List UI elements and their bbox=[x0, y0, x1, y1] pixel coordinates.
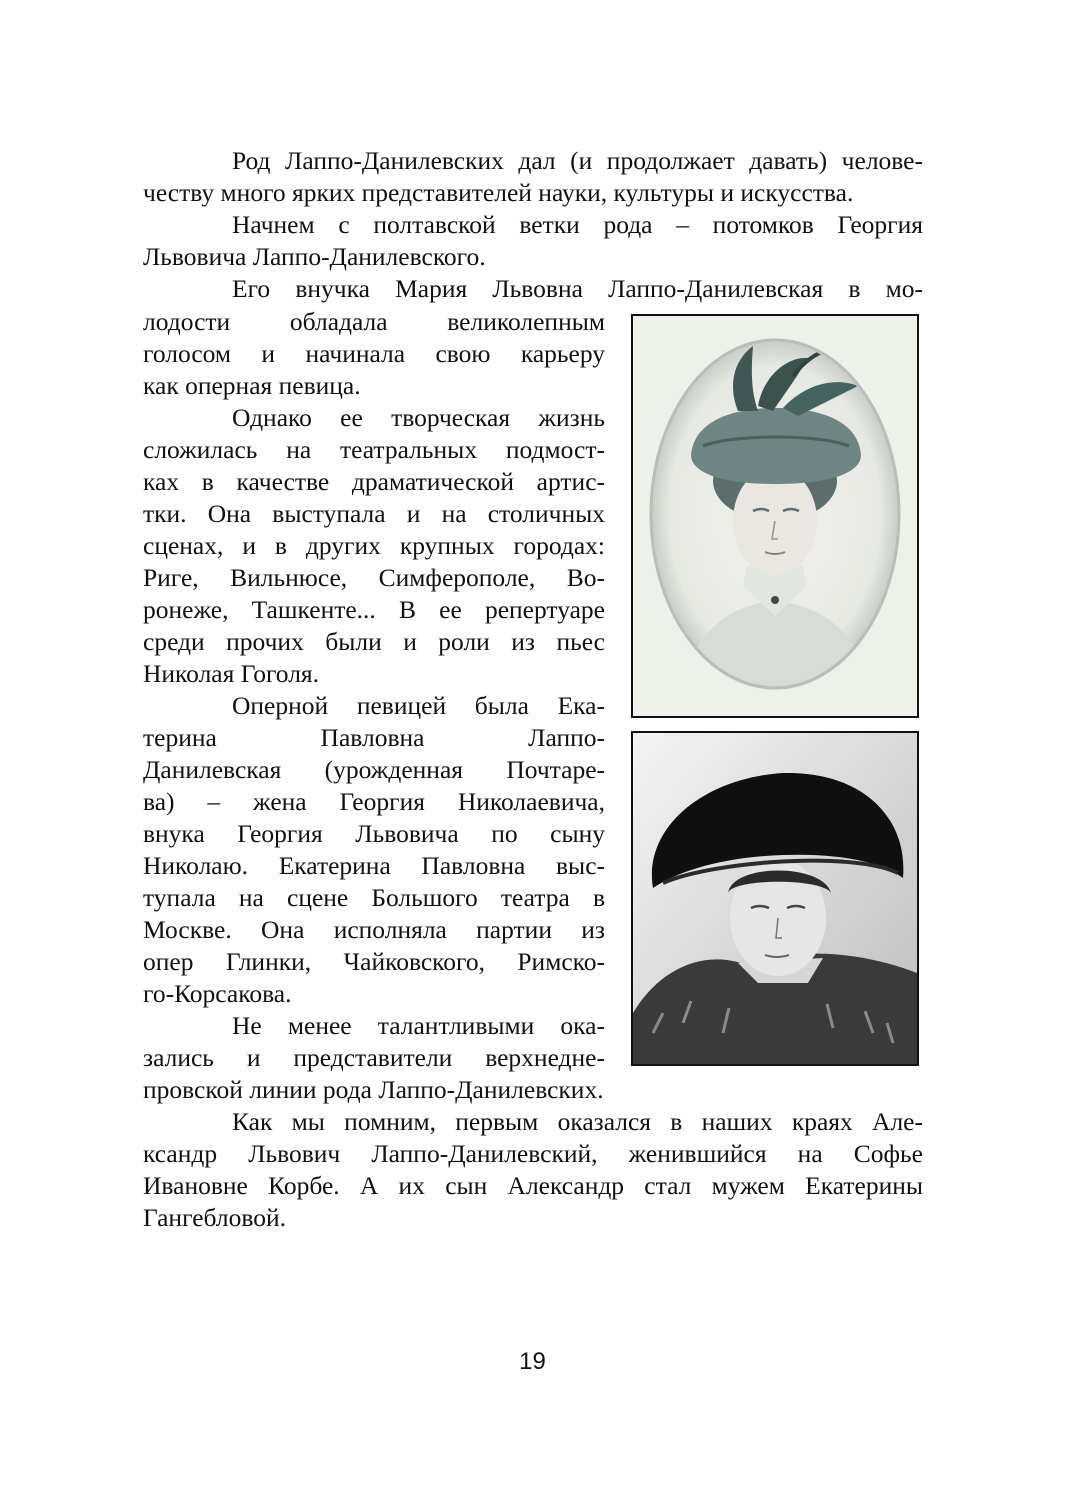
text-line: Николаю. Екатерина Павловна выс- bbox=[143, 851, 605, 880]
text-line: Род Лаппо-Данилевских дал (и продолжает давать) челове- bbox=[232, 146, 923, 175]
text-line: Однако ее творческая жизнь bbox=[232, 403, 605, 432]
text-line: Ивановне Корбе. А их сын Александр стал мужем Екатерины bbox=[143, 1171, 923, 1200]
portrait-photo-2 bbox=[631, 731, 919, 1066]
text-line: как оперная певица. bbox=[143, 371, 361, 400]
text-line: зались и представители верхнедне- bbox=[143, 1043, 605, 1072]
text-line: сложилась на театральных подмост- bbox=[143, 435, 605, 464]
text-line: честву много ярких представителей науки, культуры и искусства. bbox=[143, 178, 854, 207]
text-line: Гангебловой. bbox=[143, 1203, 286, 1232]
page-number: 19 bbox=[519, 1348, 546, 1375]
text-line: опер Глинки, Чайковского, Римско- bbox=[143, 947, 605, 976]
text-line: Данилевская (урожденная Почтаре- bbox=[143, 755, 605, 784]
text-line: ках в качестве драматической артис- bbox=[143, 467, 605, 496]
text-line: Его внучка Мария Львовна Лаппо-Данилевская в мо- bbox=[232, 274, 923, 303]
portrait-photo-1 bbox=[631, 314, 919, 718]
text-line: Начнем с полтавской ветки рода – потомков Георгия bbox=[232, 210, 923, 239]
text-line: сценах, и в других крупных городах: bbox=[143, 531, 605, 560]
text-line: Не менее талантливыми ока- bbox=[232, 1011, 605, 1040]
text-line: ксандр Львович Лаппо-Данилевский, женившийся на Софье bbox=[143, 1139, 923, 1168]
text-line: Николая Гоголя. bbox=[143, 659, 320, 688]
text-line: Как мы помним, первым оказался в наших краях Але- bbox=[232, 1107, 923, 1136]
text-line: ва) – жена Георгия Николаевича, bbox=[143, 787, 605, 816]
text-line: среди прочих были и роли из пьес bbox=[143, 627, 605, 656]
text-line: тки. Она выступала и на столичных bbox=[143, 499, 605, 528]
text-line: терина Павловна Лаппо- bbox=[143, 723, 605, 752]
text-line: Риге, Вильнюсе, Симферополе, Во- bbox=[143, 563, 605, 592]
text-line: голосом и начинала свою карьеру bbox=[143, 339, 605, 368]
text-line: Львовича Лаппо-Данилевского. bbox=[143, 242, 486, 271]
text-line: го-Корсакова. bbox=[143, 979, 292, 1008]
text-line: тупала на сцене Большого театра в bbox=[143, 883, 605, 912]
text-line: провской линии рода Лаппо-Данилевских. bbox=[143, 1075, 604, 1104]
text-line: лодости обладала великолепным bbox=[143, 307, 605, 336]
text-line: ронеже, Ташкенте... В ее репертуаре bbox=[143, 595, 605, 624]
text-line: Оперной певицей была Ека- bbox=[232, 691, 605, 720]
text-line: внука Георгия Львовича по сыну bbox=[143, 819, 605, 848]
text-line: Москве. Она исполняла партии из bbox=[143, 915, 605, 944]
